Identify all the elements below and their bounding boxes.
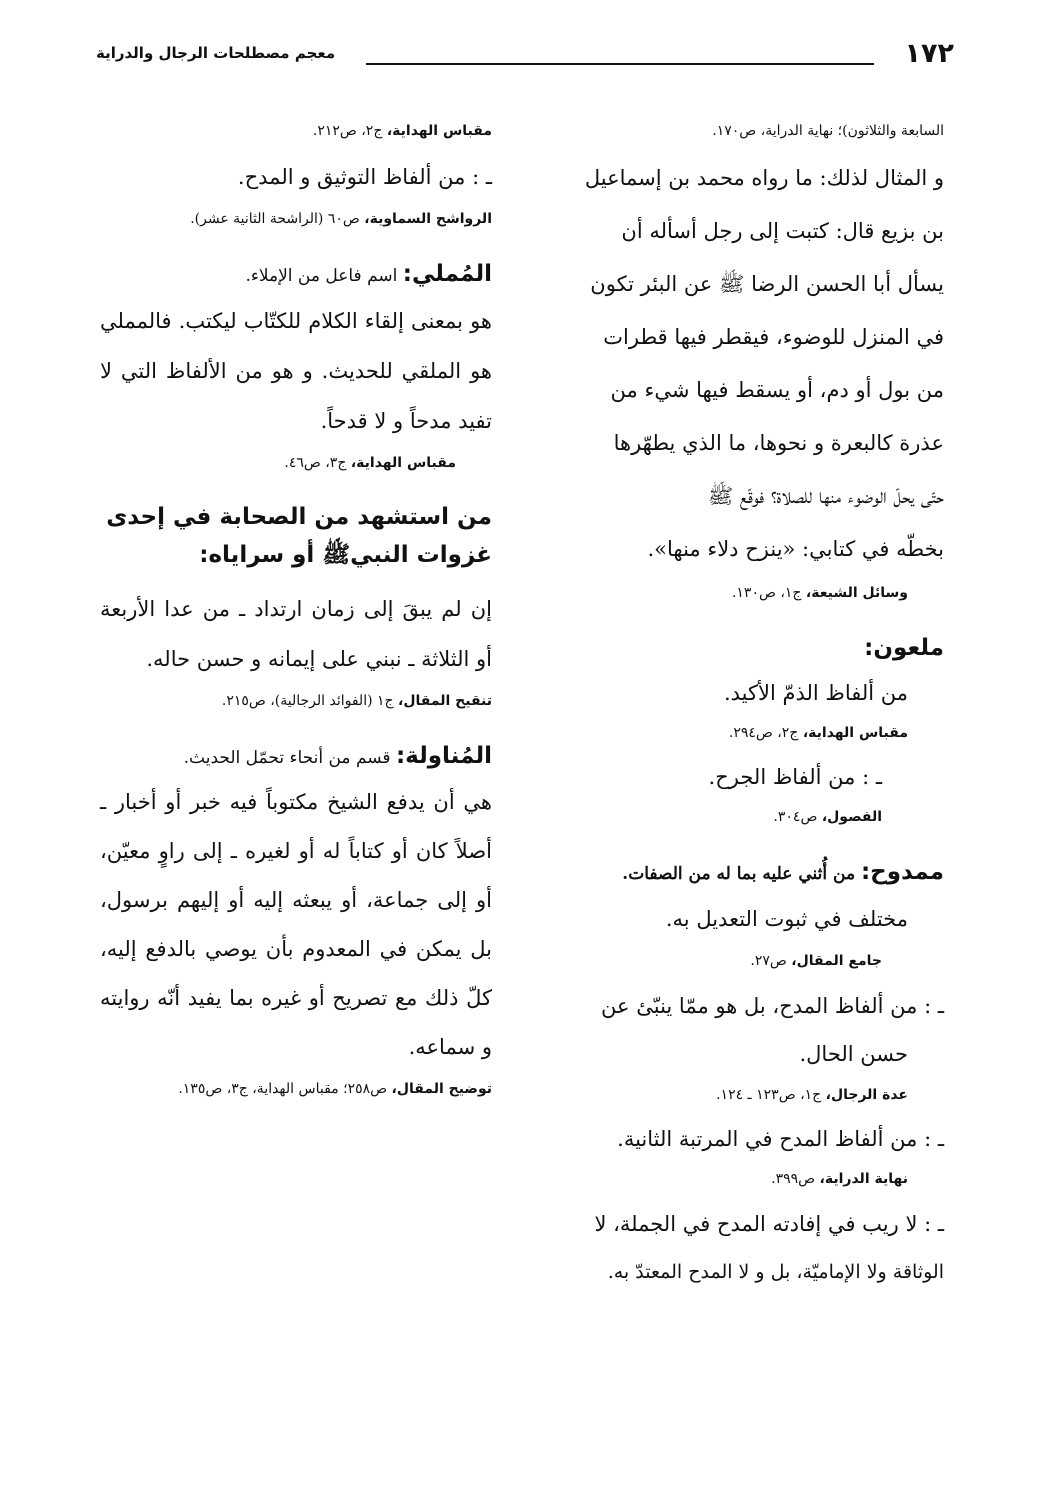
example-source: وسائل الشيعة، ج١، ص١٣٠. <box>731 585 908 601</box>
example-line: بخطّه في كتابي: «ينزح دلاء منها». <box>647 537 944 561</box>
header-rule <box>366 63 874 65</box>
left-top-source: مقباس الهداية، ج٢، ص٢١٢. <box>312 123 492 139</box>
munawala-source: توضيح المقال، ص٢٥٨؛ مقباس الهداية، ج٣، ص١٣٥. <box>178 1081 492 1097</box>
example-line: يسأل أبا الحسن الرضا ﷺ عن البئر تكون <box>590 272 944 296</box>
mamdouh-source-3: نهاية الدراية، ص٣٩٩. <box>771 1171 908 1187</box>
mamdouh-source-1: جامع المقال، ص٢٧. <box>750 953 882 969</box>
mamdouh-line-4a: ـ : لا ريب في إفادته المدح في الجملة، لا <box>594 1212 944 1236</box>
entry-mumli <box>100 254 492 296</box>
section-text: إن لم يبقَ إلى زمان ارتداد ـ من عدا الأربعة أو الثلاثة ـ نبني على إيمانه و حسن حاله. <box>100 597 492 671</box>
mamdouh-source-2: عدة الرجال، ج١، ص١٢٣ ـ ١٢٤. <box>716 1087 908 1103</box>
book-title: معجم مصطلحات الرجال والدراية <box>96 44 336 62</box>
page-number: ١٧٢ <box>904 38 954 69</box>
maloun-source-2: الفصول، ص٣٠٤. <box>773 809 882 825</box>
example-line: حتّى يحلّ الوضوء منها للصلاة؟ فوقّع ﷺ <box>707 484 944 508</box>
example-line: عذرة كالبعرة و نحوها، ما الذي يطهّرها <box>613 431 944 455</box>
page-header <box>96 38 954 78</box>
munawala-text: هي أن يدفع الشيخ مكتوباً فيه خبر أو أخبار ـ أصلاً كان أو كتاباً له أو لغيره ـ إلى راوٍ معيّن، أو إلى جماعة، أو يبعثه إليه أو إليهم برسول، بل يمكن في المعدوم بأن يوصي بالدفع إليه، كلّ ذلك مع تصريح أو غيره بما يفيد أنّه روايته و سماعه. <box>100 790 492 1059</box>
left-line-1: ـ : من ألفاظ التوثيق و المدح. <box>237 165 492 189</box>
example-line: و المثال لذلك: ما رواه محمد بن إسماعيل <box>584 166 944 190</box>
mamdouh-line-1: مختلف في ثبوت التعديل به. <box>665 907 908 931</box>
left-column <box>100 118 492 1110</box>
maloun-source-1: مقباس الهداية، ج٢، ص٢٩٤. <box>728 725 908 741</box>
munawala-definition: قسم من أنحاء تحمّل الحديث. <box>183 748 396 768</box>
entry-maloun <box>548 628 944 670</box>
mamdouh-line-3: ـ : من ألفاظ المدح في المرتبة الثانية. <box>617 1127 944 1151</box>
maloun-line-2: ـ : من ألفاظ الجرح. <box>708 765 882 789</box>
mumli-definition: اسم فاعل من الإملاء. <box>245 266 403 286</box>
entry-munawala <box>100 736 492 778</box>
section-heading: من استشهد من الصحابة في إحدى غزوات النبيﷺ أو سراياه: <box>106 504 492 568</box>
maloun-definition: من ألفاظ الذمّ الأكيد. <box>723 681 908 705</box>
example-line: بن بزيع قال: كتبت إلى رجل أسأله أن <box>621 219 944 243</box>
mamdouh-line-2b: حسن الحال. <box>799 1042 908 1066</box>
section-source: تنقيح المقال، ج١ (الفوائد الرجالية)، ص٢١٥. <box>221 693 492 709</box>
term-mumli: المُملي: <box>402 261 492 287</box>
mumli-source: مقباس الهداية، ج٣، ص٤٦. <box>284 455 456 471</box>
entry-mamdouh <box>548 852 944 894</box>
example-line: في المنزل للوضوء، فيقطر فيها قطرات <box>603 325 944 349</box>
term-maloun: ملعون: <box>864 635 944 661</box>
example-line: من بول أو دم، أو يسقط فيها شيء من <box>610 378 944 402</box>
term-mamdouh: ممدوح: <box>860 859 944 885</box>
term-munawala: المُناولة: <box>395 743 492 769</box>
mamdouh-line-2a: ـ : من ألفاظ المدح، بل هو ممّا ينبّئ عن <box>601 994 944 1018</box>
left-source-2: الرواشح السماوية، ص٦٠ (الراشحة الثانية عشر). <box>190 211 492 227</box>
top-source: السابعة والثلاثون)؛ نهاية الدراية، ص١٧٠. <box>712 123 944 139</box>
right-column <box>548 118 944 1296</box>
mamdouh-definition: من أُثني عليه بما له من الصفات. <box>622 864 861 884</box>
mamdouh-line-4b: الوثاقة ولا الإماميّة، بل و لا المدح المعتدّ به. <box>607 1261 944 1283</box>
example-paragraph <box>548 152 944 576</box>
mumli-text: هو بمعنى إلقاء الكلام للكتّاب ليكتب. فالمملي هو الملقي للحديث. و هو من الألفاظ التي لا تفيد مدحاً و لا قدحاً. <box>100 309 492 433</box>
